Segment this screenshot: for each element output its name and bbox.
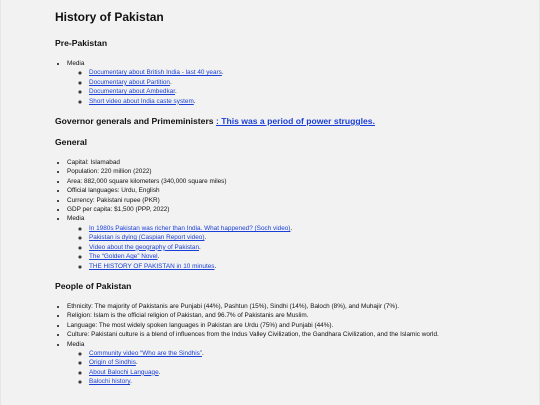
list-item: ◦ About Balochi Language. xyxy=(89,368,495,377)
list-item: • GDP per capita: $1,500 (PPP, 2022) xyxy=(67,205,495,214)
list-item: • Area: 882,000 square kilometers (340,000 square miles) xyxy=(67,177,495,186)
section-heading-people: People of Pakistan xyxy=(55,280,132,291)
media-link[interactable]: In 1980s Pakistan was richer than India. What happened? (Soch video) xyxy=(89,224,291,232)
list-item: ◦ Documentary about British India - last 40 years. xyxy=(89,68,495,77)
media-links xyxy=(67,68,495,106)
media-links xyxy=(67,224,495,271)
list-item: ◦ Short video about India caste system. xyxy=(89,97,495,106)
governors-heading-text: Governor generals and Primeministers xyxy=(55,116,214,127)
media-link[interactable]: Origin of Sindhis xyxy=(89,359,136,367)
governors-link[interactable]: : This was a period of power struggles. xyxy=(215,116,375,127)
pre-pakistan-list xyxy=(55,59,495,106)
media-link[interactable]: About Balochi Language xyxy=(89,368,159,376)
list-item: ◦ Video about the geography of Pakistan. xyxy=(89,243,495,252)
section-heading-pre-pakistan: Pre-Pakistan xyxy=(55,38,108,48)
list-item: • Religion: Islam is the official religion of Pakistan, and 96.7% of Pakistanis are Muslim. xyxy=(67,311,495,320)
media-label: Media xyxy=(67,340,85,348)
media-label: Media xyxy=(67,60,85,67)
section-heading-governors xyxy=(55,116,495,127)
media-link[interactable]: Pakistan is dying (Caspian Report video) xyxy=(89,234,205,242)
list-item-media xyxy=(67,340,495,387)
list-item: ◦ The “Golden Age” Novel. xyxy=(89,252,495,261)
media-link[interactable]: Short video about India caste system xyxy=(89,97,194,105)
people-list xyxy=(55,302,495,387)
media-link[interactable]: Documentary about British India - last 40 years xyxy=(89,69,222,77)
list-item-media xyxy=(67,59,495,106)
media-link[interactable]: Video about the geography of Pakistan xyxy=(89,243,200,251)
media-link[interactable]: Documentary about Partition xyxy=(89,78,170,86)
list-item: ◦ THE HISTORY OF PAKISTAN in 10 minutes. xyxy=(89,262,495,271)
list-item: • Capital: Islamabad xyxy=(67,158,495,167)
list-item: ◦ Community video “Who are the Sindhis”. xyxy=(89,349,495,358)
list-item: • Culture: Pakistani culture is a blend of influences from the Indus Valley Civilization, the Gandhara Civilization, and the Islamic world. xyxy=(67,330,495,339)
media-link[interactable]: Community video “Who are the Sindhis” xyxy=(89,349,202,357)
list-item: • Official languages: Urdu, English xyxy=(67,186,495,195)
list-item: ◦ In 1980s Pakistan was richer than India. What happened? (Soch video). xyxy=(89,224,495,233)
media-link[interactable]: Balochi history xyxy=(89,378,131,386)
general-list xyxy=(55,158,495,271)
list-item: ◦ Documentary about Partition. xyxy=(89,78,495,87)
list-item: ◦ Pakistan is dying (Caspian Report video). xyxy=(89,233,495,242)
page-title: History of Pakistan xyxy=(55,10,164,24)
list-item: ◦ Origin of Sindhis. xyxy=(89,358,495,367)
media-link[interactable]: THE HISTORY OF PAKISTAN in 10 minutes xyxy=(89,262,215,270)
media-links xyxy=(67,349,495,387)
media-link[interactable]: Documentary about Ambedkar xyxy=(89,88,175,96)
list-item: • Ethnicity: The majority of Pakistanis are Punjabi (44%), Pashtun (15%), Sindhi (14%), Baloch (8%), and Muhajir (7%). xyxy=(67,302,495,311)
article xyxy=(55,10,495,397)
media-link[interactable]: The “Golden Age” Novel xyxy=(89,253,158,261)
list-item: • Population: 220 million (2022) xyxy=(67,167,495,176)
section-heading-general: General xyxy=(55,137,88,148)
list-item: ◦ Documentary about Ambedkar. xyxy=(89,87,495,96)
media-label: Media xyxy=(67,215,85,223)
list-item: ◦ Balochi history. xyxy=(89,377,495,386)
list-item: • Currency: Pakistani rupee (PKR) xyxy=(67,196,495,205)
list-item: • Language: The most widely spoken languages in Pakistan are Urdu (75%) and Punjabi (44%). xyxy=(67,321,495,330)
list-item-media xyxy=(67,214,495,270)
